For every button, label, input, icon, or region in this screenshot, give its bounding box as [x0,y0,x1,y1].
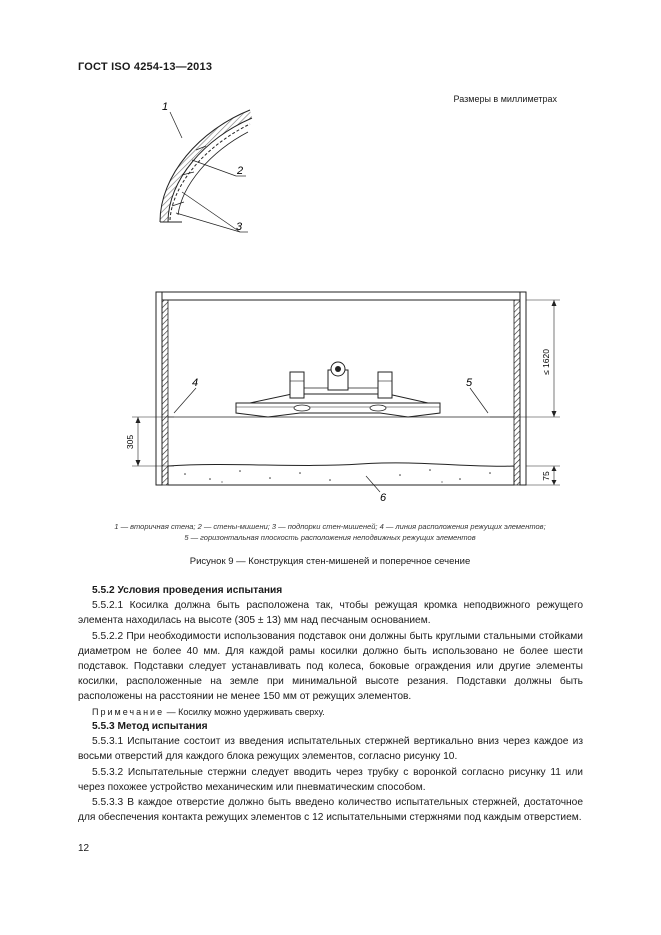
document-code: ГОСТ ISO 4254-13—2013 [78,61,213,73]
note-label: Примечание [92,706,165,717]
callout-1: 1 [162,101,169,113]
callout-4: 4 [192,377,199,389]
figure-legend-line-2: 5 — горизонтальная плоскость расположения неподвижных режущих элементов [184,533,476,542]
paragraph: 5.5.2.2 При необходимости использования подставок они должны быть круглыми стальными стойками диаметром не более 40 мм. Для каждой рамы косилки должно быть использовано не более шести подставок. Подставки следует устанавливать под колеса, боковые ограждения или другие элементы косилки, расположенные на земле при минимальной высоте резания. Подставки должны быть расположены на расстоянии не менее 150 мм от режущих элементов. [78,630,583,703]
note [78,705,583,720]
note-text: — Косилку можно удерживать сверху. [164,706,325,717]
section-heading: 5.5.3 Метод испытания [92,721,208,732]
figure-title: Рисунок 9 — Конструкция стен-мишеней и поперечное сечение [189,556,471,567]
figure-legend-line-1: 1 — вторичная стена; 2 — стены-мишени; 3 — подпорки стен-мишеней; 4 — линия расположения режущих элементов; [114,522,546,531]
paragraph: 5.5.3.2 Испытательные стержни следует вводить через трубку с воронкой согласно рисунку 11 или через похожее устройство механическим или пневматическим способом. [78,766,583,793]
dim-cut-height: 305 [125,434,135,450]
paragraph: 5.5.2.1 Косилка должна быть расположена так, чтобы режущая кромка неподвижного режущего элемента находилась на высоте (305 ± 13) мм над песчаным основанием. [78,600,583,627]
paragraph: 5.5.3.3 В каждое отверстие должно быть введено количество испытательных стержней, достаточное для обеспечения контакта режущих элементов с 12 испытательными стержнями под каждым отверстием. [78,797,583,824]
callout-2: 2 [237,165,244,177]
callout-5: 5 [466,377,473,389]
dim-base-height: 75 [541,471,551,481]
section-heading: 5.5.2 Условия проведения испытания [92,585,283,596]
callout-3: 3 [236,221,243,233]
cross-section [125,292,560,504]
units-note: Размеры в миллиметрах [453,94,557,104]
paragraph: 5.5.3.1 Испытание состоит из введения испытательных стержней вертикально вниз через каждое из восьми отверстий для каждого блока режущих элементов, согласно рисунку 10. [78,736,583,763]
mower [236,362,440,417]
page-number: 12 [78,843,90,854]
dim-height-limit: ≤ 1620 [541,349,551,375]
callout-6: 6 [380,492,387,504]
section-5-5-2 [78,583,583,720]
section-5-5-3 [78,719,583,825]
